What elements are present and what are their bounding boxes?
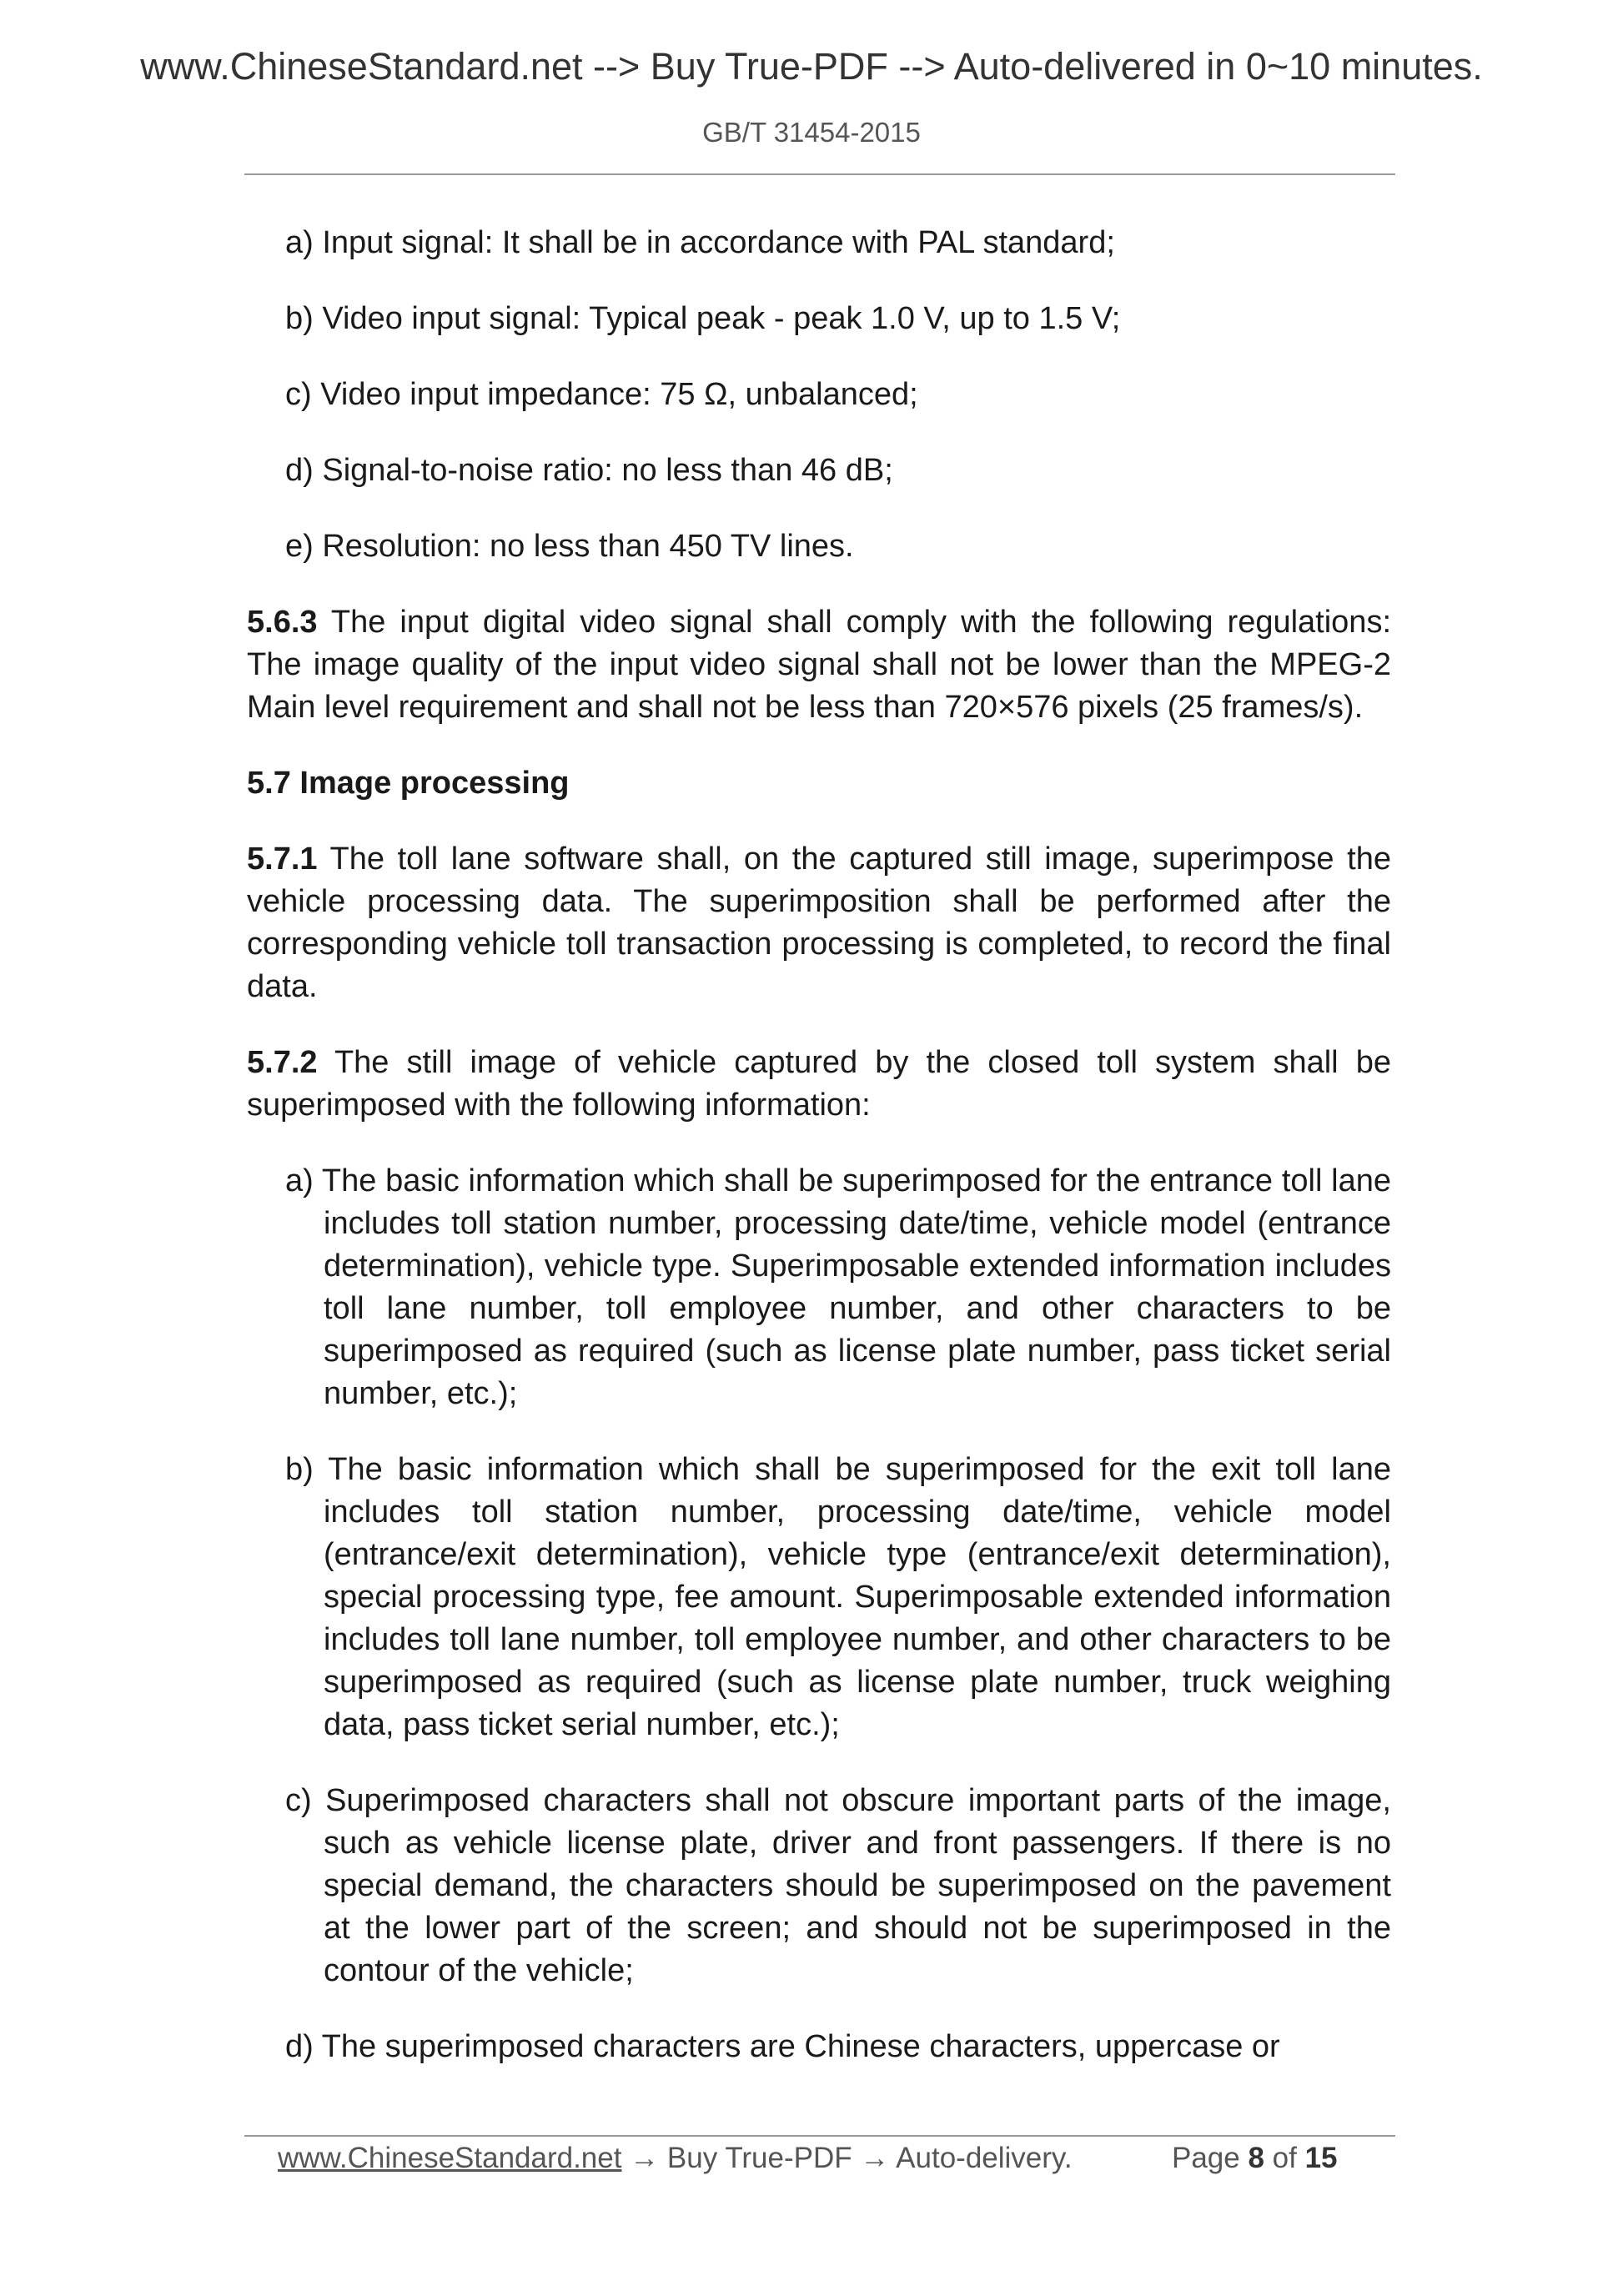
document-body [247, 222, 1391, 2102]
clause-number: 5.6.3 [247, 605, 318, 640]
page-of-label: of [1264, 2142, 1305, 2174]
list-item: d) Signal-to-noise ratio: no less than 46 dB; [285, 453, 893, 488]
clause-5-7-1 [247, 838, 1391, 1008]
list-item: a) Input signal: It shall be in accordance with PAL standard; [285, 225, 1115, 260]
header-divider [244, 173, 1395, 175]
clause-5-6-3 [247, 601, 1391, 729]
standard-number: GB/T 31454-2015 [702, 117, 921, 148]
list-item: c) Video input impedance: 75 Ω, unbalanced; [285, 377, 918, 412]
list-item: d) The superimposed characters are Chinese characters, uppercase or [285, 2029, 1280, 2064]
page-label: Page [1172, 2142, 1249, 2174]
page-current: 8 [1248, 2142, 1264, 2174]
page-indicator [1172, 2138, 1338, 2179]
clause-text: The input digital video signal shall comply with the following regulations: The image quality of the input video signal shall not be lower than the MPEG-2 Main level requirement and shall not be less than 720×576 pixels (25 frames/s). [247, 605, 1391, 725]
list-item: b) The basic information which shall be superimposed for the exit toll lane includes toll station number, processing date/time, vehicle model (entrance/exit determination), vehicle type (entrance/exit determination), special processing type, fee amount. Superimposable extended information includes toll lane number, toll employee number, and other characters to be superimposed as required (such as license plate number, truck weighing data, pass ticket serial number, etc.); [285, 1452, 1391, 1742]
clause-5-7-2 [247, 1042, 1391, 1127]
page-total: 15 [1304, 2142, 1338, 2174]
footer-divider [244, 2135, 1395, 2137]
footer-site-link[interactable]: www.ChineseStandard.net [278, 2142, 622, 2174]
list-item: a) The basic information which shall be superimposed for the entrance toll lane includes toll station number, processing date/time, vehicle model (entrance determination), vehicle type. Superimposable extended information includes toll lane number, toll employee number, and other characters to be superimposed as required (such as license plate number, pass ticket serial number, etc.); [285, 1163, 1391, 1411]
list-item: b) Video input signal: Typical peak - peak 1.0 V, up to 1.5 V; [285, 301, 1121, 336]
clause-number: 5.7.2 [247, 1045, 318, 1080]
footer-promo [278, 2138, 1073, 2179]
clause-text: The still image of vehicle captured by the closed toll system shall be superimposed with the following information: [247, 1045, 1391, 1123]
list-item: e) Resolution: no less than 450 TV lines. [285, 529, 854, 564]
site-banner: www.ChineseStandard.net --> Buy True-PDF --> Auto-delivered in 0~10 minutes. [140, 45, 1483, 88]
footer-promo-text: → Buy True-PDF → Auto-delivery. [621, 2142, 1073, 2174]
clause-number: 5.7.1 [247, 842, 318, 877]
clause-text: The toll lane software shall, on the captured still image, superimpose the vehicle processing data. The superimposition shall be performed after the corresponding vehicle toll transaction processing is completed, to record the final data. [247, 842, 1391, 1004]
section-heading-5-7: 5.7 Image processing [247, 766, 570, 801]
list-item: c) Superimposed characters shall not obscure important parts of the image, such as vehicle license plate, driver and front passengers. If there is no special demand, the characters should be superimposed on the pavement at the lower part of the screen; and should not be superimposed in the contour of the vehicle; [285, 1783, 1391, 1988]
